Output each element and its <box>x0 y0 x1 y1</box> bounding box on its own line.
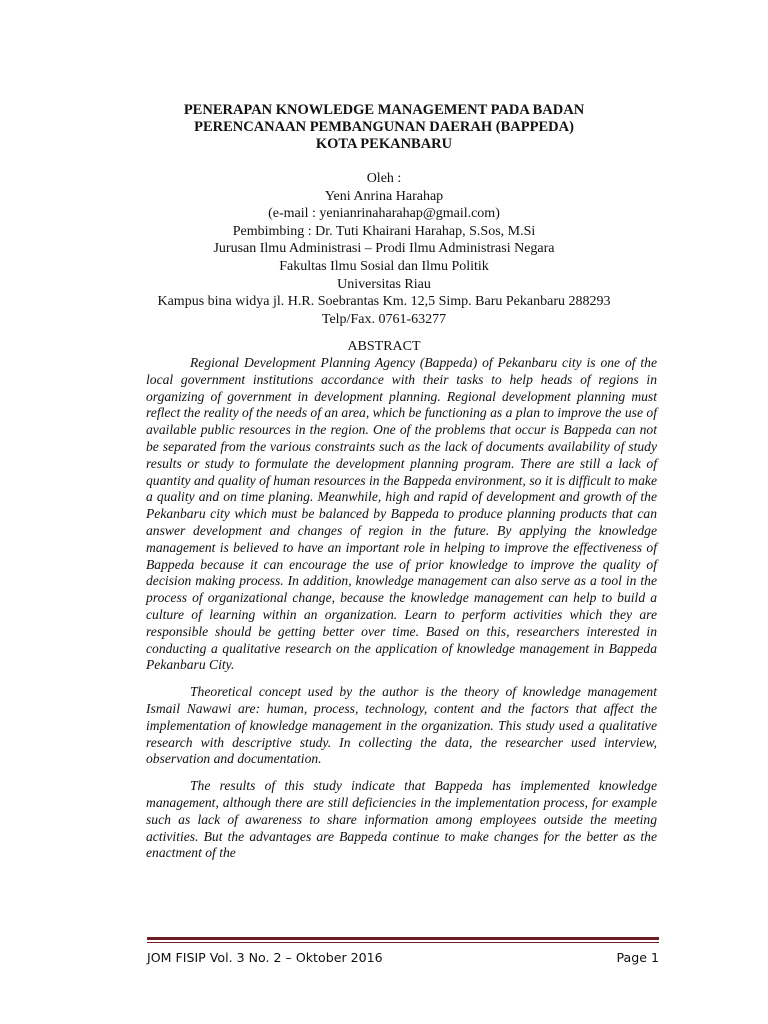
title-line-3: KOTA PEKANBARU <box>315 136 453 152</box>
campus-address: Kampus bina widya jl. H.R. Soebrantas Km. 12,5 Simp. Baru Pekanbaru 288293 <box>157 294 611 310</box>
abstract-paragraph-1 <box>146 355 657 674</box>
abstract-paragraph-3 <box>146 778 657 862</box>
abstract-body <box>146 355 657 862</box>
author-email: (e-mail : yenianrinaharahap@gmail.com) <box>268 206 500 222</box>
author-block <box>0 170 768 328</box>
supervisor: Pembimbing : Dr. Tuti Khairani Harahap, S.Sos, M.Si <box>232 223 536 239</box>
footer-divider-thick <box>147 937 659 940</box>
abstract-paragraph-3-text: The results of this study indicate that Bappeda has implemented knowledge management, although there are still deficiencies in the implementation process, for example such as lack of awareness to share information among employees outside the meeting activities. But the advantages are Bappeda continue to make changes for the better as the enactment of the <box>146 778 657 861</box>
department: Jurusan Ilmu Administrasi – Prodi Ilmu Administrasi Negara <box>213 241 555 257</box>
paper-title <box>0 102 768 153</box>
footer-divider-thin <box>147 942 659 943</box>
abstract-paragraph-2 <box>146 684 657 768</box>
faculty: Fakultas Ilmu Sosial dan Ilmu Politik <box>279 258 489 274</box>
title-line-2: PERENCANAAN PEMBANGUNAN DAERAH (BAPPEDA) <box>194 119 574 135</box>
university: Universitas Riau <box>337 276 431 292</box>
author-by-label: Oleh : <box>366 171 402 186</box>
author-name: Yeni Anrina Harahap <box>324 188 444 204</box>
phone-fax: Telp/Fax. 0761-63277 <box>321 311 447 327</box>
abstract-paragraph-2-text: Theoretical concept used by the author is the theory of knowledge management Ismail Nawawi are: human, process, technology, content and the factors that affect the implementation of knowledge management in the organization. This study used a qualitative research with descriptive study. In collecting the data, the researcher used interview, observation and documentation. <box>146 684 657 767</box>
title-line-1: PENERAPAN KNOWLEDGE MANAGEMENT PADA BADAN <box>183 102 585 118</box>
page-number: Page 1 <box>616 950 659 965</box>
page-footer <box>147 950 659 965</box>
abstract-paragraph-1-text: Regional Development Planning Agency (Bappeda) of Pekanbaru city is one of the local government institutions accordance with their tasks to help heads of regions in organizing of government in development planning. Regional development planning must reflect the reality of the needs of an area, which be functioning as a plan to improve the use of available public resources in the region. One of the problems that occur is Bappeda can not be separated from the various constraints such as the lack of documents availability of study results or study to formulate the development planning program. There are still a lack of quantity and quality of human resources in the Bappeda environment, so it is difficult to make a quality and on time planing. Meanwhile, high and rapid of development and growth of the Pekanbaru city which must be balanced by Bappeda to produce planning products that can answer development and changes of region in the future. By applying the knowledge management is believed to have an important role in helping to improve the effectiveness of Bappeda because it can encourage the use of prior knowledge to improve the quality of decision making process. In addition, knowledge management can also serve as a tool in the process of organizational change, because the knowledge management can help to build a culture of learning within an organization. Learn to perform activities which they are responsible should be getting better over time. Based on this, researchers interested in conducting a qualitative research on the application of knowledge management in Bappeda Pekanbaru City. <box>146 355 657 673</box>
footer-divider <box>147 937 659 943</box>
journal-citation: JOM FISIP Vol. 3 No. 2 – Oktober 2016 <box>147 950 383 965</box>
abstract-heading: ABSTRACT <box>347 339 421 354</box>
